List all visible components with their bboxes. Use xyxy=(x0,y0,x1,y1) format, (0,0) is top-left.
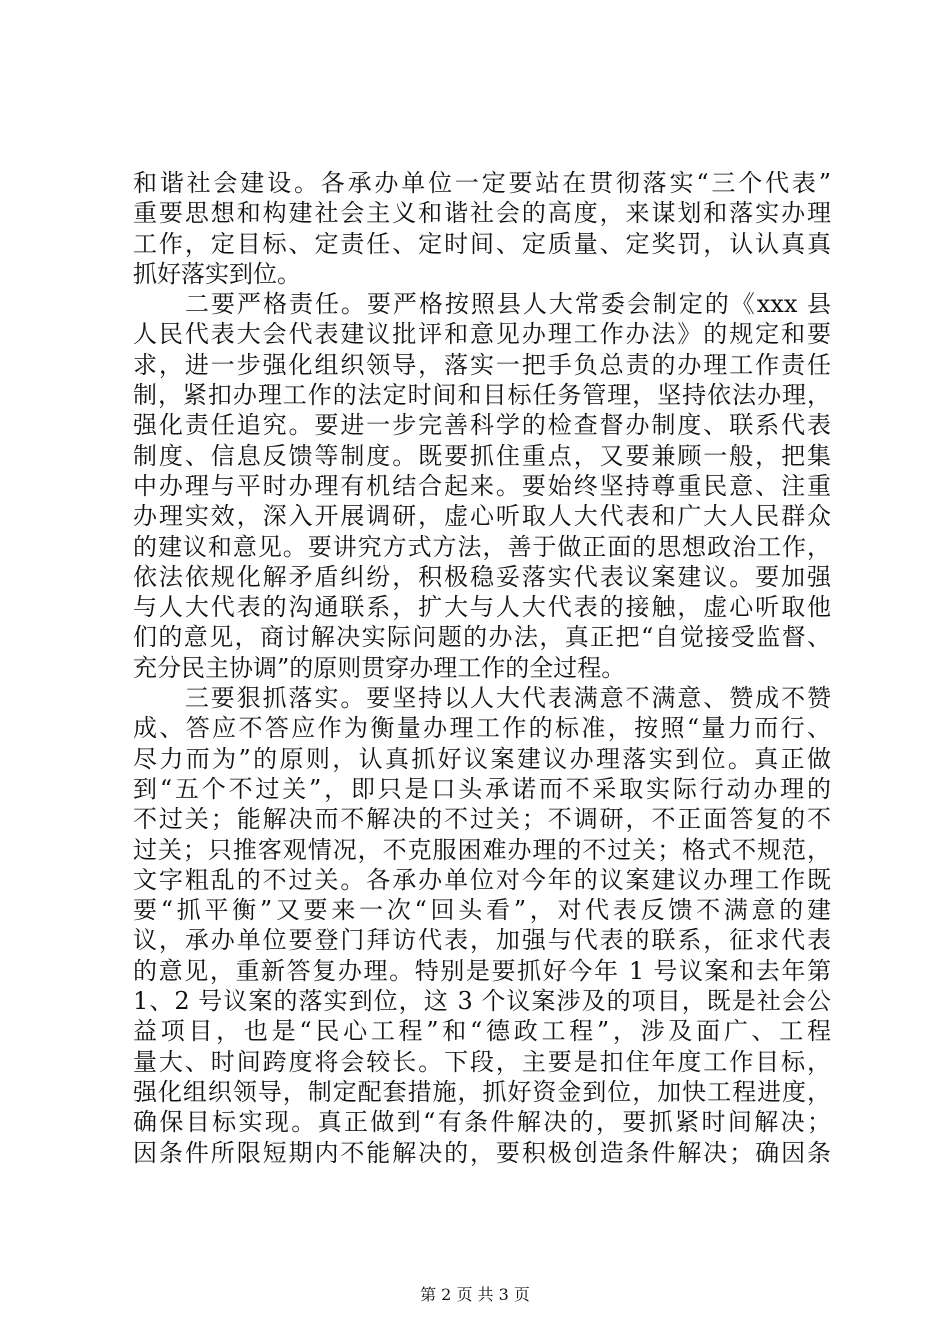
text-line: 制度、信息反馈等制度。既要抓住重点，又要兼顾一般，把集 xyxy=(133,441,831,470)
text-line: 成、答应不答应作为衡量办理工作的标准，按照“量力而行、 xyxy=(133,714,831,743)
text-line: 充分民主协调”的原则贯穿办理工作的全过程。 xyxy=(133,653,626,682)
text-line: 的意见，重新答复办理。特别是要抓好今年 1 号议案和去年第 xyxy=(133,956,831,985)
text-line: 和谐社会建设。各承办单位一定要站在贯彻落实“三个代表” xyxy=(133,169,831,197)
text-line: 1、2 号议案的落实到位，这 3 个议案涉及的项目，既是社会公 xyxy=(133,987,831,1016)
page-number-footer: 第 2 页 共 3 页 xyxy=(420,1285,530,1304)
text-line: 三要狠抓落实。要坚持以人大代表满意不满意、赞成不赞 xyxy=(133,684,831,713)
text-line: 文字粗乱的不过关。各承办单位对今年的议案建议办理工作既 xyxy=(133,865,831,894)
text-line: 强化责任追究。要进一步完善科学的检查督办制度、联系代表 xyxy=(133,411,831,440)
text-line: 量大、时间跨度将会较长。下段，主要是扣住年度工作目标， xyxy=(133,1047,831,1076)
text-line: 与人大代表的沟通联系，扩大与人大代表的接触，虚心听取他 xyxy=(133,593,831,622)
text-line: 过关；只推客观情况，不克服困难办理的不过关；格式不规范， xyxy=(133,835,831,864)
text-line: 中办理与平时办理有机结合起来。要始终坚持尊重民意、注重 xyxy=(133,471,831,500)
text-line: 重要思想和构建社会主义和谐社会的高度，来谋划和落实办理 xyxy=(133,199,831,228)
text-line: 议，承办单位要登门拜访代表，加强与代表的联系，征求代表 xyxy=(133,926,831,955)
text-line: 抓好落实到位。 xyxy=(133,259,301,288)
text-line: 求，进一步强化组织领导，落实一把手负总责的办理工作责任 xyxy=(133,350,831,379)
text-line: 不过关；能解决而不解决的不过关；不调研，不正面答复的不 xyxy=(133,805,831,834)
text-line: 确保目标实现。真正做到“有条件解决的，要抓紧时间解决； xyxy=(133,1108,831,1137)
text-line: 尽力而为”的原则，认真抓好议案建议办理落实到位。真正做 xyxy=(133,744,831,773)
text-line: 强化组织领导，制定配套措施，抓好资金到位，加快工程进度， xyxy=(133,1077,831,1106)
text-line: 工作，定目标、定责任、定时间、定质量、定奖罚，认认真真 xyxy=(133,229,831,258)
text-line: 依法依规化解矛盾纠纷，积极稳妥落实代表议案建议。要加强 xyxy=(133,562,831,591)
text-line: 制，紧扣办理工作的法定时间和目标任务管理，坚持依法办理， xyxy=(133,381,831,410)
text-line: 的建议和意见。要讲究方式方法，善于做正面的思想政治工作， xyxy=(133,532,831,561)
text-line: 到“五个不过关”，即只是口头承诺而不采取实际行动办理的 xyxy=(133,774,831,803)
text-line: 要“抓平衡”又要来一次“回头看”，对代表反馈不满意的建 xyxy=(133,896,831,925)
document-body xyxy=(133,168,831,1168)
text-line: 因条件所限短期内不能解决的，要积极创造条件解决；确因条 xyxy=(133,1138,831,1167)
text-line: 们的意见，商讨解决实际问题的办法，真正把“自觉接受监督、 xyxy=(133,623,831,652)
text-line: 人民代表大会代表建议批评和意见办理工作办法》的规定和要 xyxy=(133,320,831,349)
text-line: 办理实效，深入开展调研，虚心听取人大代表和广大人民群众 xyxy=(133,502,831,531)
text-line: 二要严格责任。要严格按照县人大常委会制定的《xxx 县 xyxy=(133,290,831,319)
text-line: 益项目，也是“民心工程”和“德政工程”，涉及面广、工程 xyxy=(133,1017,831,1046)
